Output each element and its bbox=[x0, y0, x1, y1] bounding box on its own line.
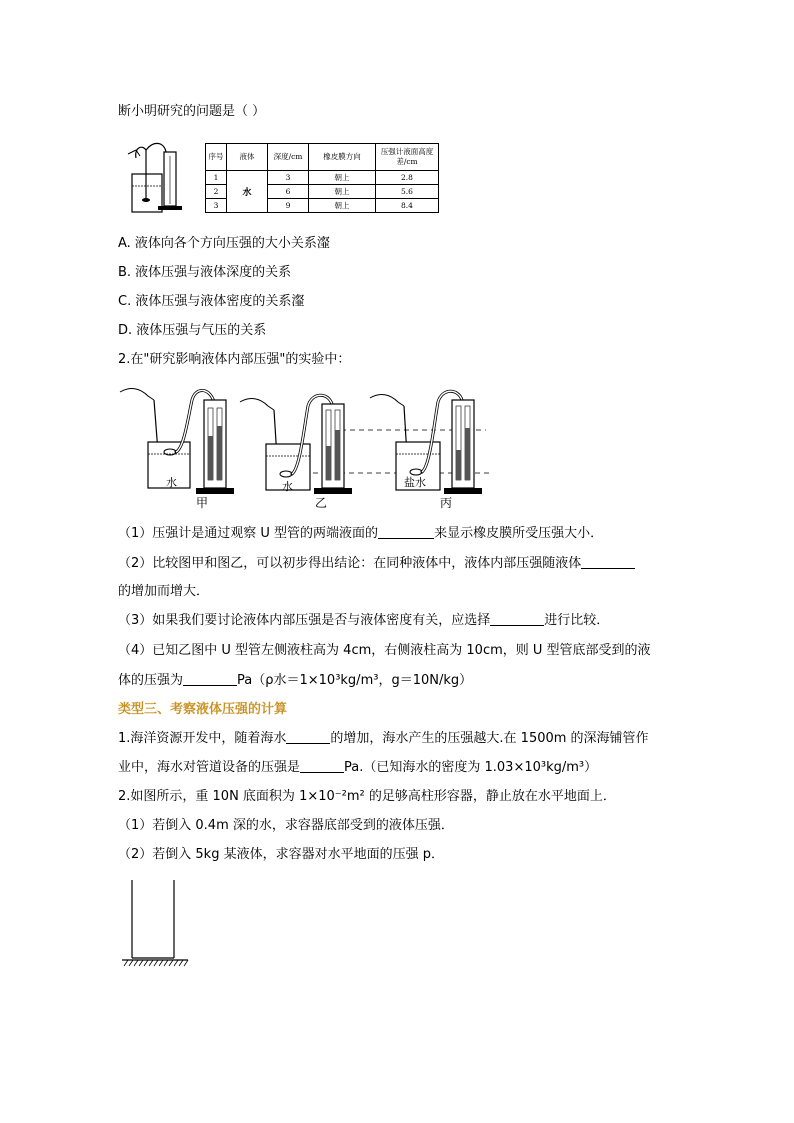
q2-part1-text-a: （1）压强计是通过观察 U 型管的两端液面的 bbox=[118, 526, 379, 541]
answer-blank[interactable] bbox=[183, 671, 237, 686]
question-intro: 断小明研究的问题是（ ） bbox=[118, 104, 266, 119]
table-header-row bbox=[206, 144, 439, 171]
label-yi: 乙 bbox=[315, 496, 328, 510]
option-d: D. 液体压强与气压的关系 bbox=[118, 323, 267, 338]
table-cell: 朝上 bbox=[309, 185, 376, 199]
q2-part2 bbox=[118, 554, 635, 574]
container-figure bbox=[120, 876, 192, 968]
stand-base bbox=[158, 206, 182, 210]
s3-q1-text-a: 1.海洋资源开发中，随着海水 bbox=[118, 731, 287, 746]
option-a: A. 液体向各个方向压强的大小关系瀣 bbox=[118, 236, 330, 251]
answer-blank[interactable] bbox=[286, 729, 330, 744]
label-water-yi: 水 bbox=[282, 480, 293, 493]
table-cell: 8.4 bbox=[376, 199, 439, 213]
pressure-gauge-figure bbox=[126, 140, 188, 216]
table-cell: 1 bbox=[206, 171, 227, 185]
s3-q1-text-d: Pa.（已知海水的密度为 1.03×10³kg/m³） bbox=[344, 760, 598, 775]
answer-blank[interactable] bbox=[581, 554, 635, 569]
table-cell: 2 bbox=[206, 185, 227, 199]
apparatus-bing bbox=[370, 391, 482, 494]
table-cell: 9 bbox=[268, 199, 309, 213]
q2-part3 bbox=[118, 611, 609, 631]
hand-jia bbox=[120, 389, 154, 400]
u-tube-jia bbox=[204, 400, 226, 488]
apparatus-yi bbox=[240, 395, 352, 494]
table-cell: 2.8 bbox=[376, 171, 439, 185]
s3-q1-text-b: 的增加，海水产生的压强越大.在 1500m 的深海铺管作 bbox=[330, 731, 649, 746]
s3-q1-text-c: 业中，海水对管道设备的压强是 bbox=[118, 760, 301, 775]
label-bing: 丙 bbox=[440, 496, 453, 510]
q2-part3-text-b: 进行比较． bbox=[544, 613, 610, 628]
table-cell: 3 bbox=[268, 171, 309, 185]
header-cell: 序号 bbox=[206, 144, 227, 171]
q2-part3-text-a: （3）如果我们要讨论液体内部压强是否与液体密度有关，应选择 bbox=[118, 613, 491, 628]
q2-part4-text-b: 体的压强为 bbox=[118, 673, 184, 688]
u-tube-bing bbox=[452, 400, 474, 488]
s3-q2-part1: （1）若倒入 0.4m 深的水，求容器底部受到的液体压强． bbox=[118, 818, 454, 833]
table-cell: 3 bbox=[206, 199, 227, 213]
table-cell: 朝上 bbox=[309, 171, 376, 185]
table-row bbox=[206, 171, 439, 185]
table-cell-liquid: 水 bbox=[227, 171, 268, 213]
q2-part2-text-a: （2）比较图甲和图乙，可以初步得出结论：在同种液体中，液体内部压强随液体 bbox=[118, 556, 582, 571]
q2-part4-cont bbox=[118, 671, 472, 691]
connecting-tube bbox=[146, 143, 166, 152]
probe-tube bbox=[136, 147, 146, 198]
s3-q1 bbox=[118, 729, 649, 749]
hand-bing bbox=[370, 395, 404, 406]
answer-blank[interactable] bbox=[300, 758, 344, 773]
header-cell: 深度/cm bbox=[268, 144, 309, 171]
apparatus-jia bbox=[120, 389, 234, 494]
hand bbox=[128, 150, 140, 156]
q2-title: 2.在"研究影响液体内部压强"的实验中： bbox=[118, 352, 351, 367]
label-water-jia: 水 bbox=[166, 476, 177, 489]
beaker bbox=[132, 174, 162, 212]
ground-hatch bbox=[124, 960, 188, 966]
table-cell: 朝上 bbox=[309, 199, 376, 213]
section-heading: 类型三、考察液体压强的计算 bbox=[118, 702, 288, 717]
u-tube-yi bbox=[322, 404, 344, 488]
data-table bbox=[205, 143, 439, 213]
s3-q2-title: 2.如图所示，重 10N 底面积为 1×10⁻²m² 的足够高柱形容器，静止放在水平地面上． bbox=[118, 789, 616, 804]
rubber-membrane bbox=[142, 198, 150, 202]
q2-part1-text-b: 来显示橡皮膜所受压强大小． bbox=[434, 526, 604, 541]
label-saltwater: 盐水 bbox=[404, 476, 426, 489]
table-cell: 6 bbox=[268, 185, 309, 199]
q2-part4: （4）已知乙图中 U 型管左侧液柱高为 4cm，右侧液柱高为 10cm，则 U 型管底部受到的液 bbox=[118, 643, 651, 658]
option-c: C. 液体压强与液体密度的关系瀣 bbox=[118, 294, 305, 309]
q2-part2-cont: 的增加而增大． bbox=[118, 584, 210, 599]
hand-yi bbox=[240, 399, 274, 410]
q2-part1 bbox=[118, 524, 603, 544]
label-jia: 甲 bbox=[196, 496, 209, 510]
option-b: B. 液体压强与液体深度的关系 bbox=[118, 265, 292, 280]
header-cell: 橡皮膜方向 bbox=[309, 144, 376, 171]
header-cell: 液体 bbox=[227, 144, 268, 171]
table-cell: 5.6 bbox=[376, 185, 439, 199]
answer-blank[interactable] bbox=[490, 611, 544, 626]
s3-q2-part2: （2）若倒入 5kg 某液体，求容器对水平地面的压强 p． bbox=[118, 847, 444, 862]
q2-part4-text-c: Pa（ρ水＝1×10³kg/m³，g＝10N/kg） bbox=[237, 673, 473, 688]
answer-blank[interactable] bbox=[378, 524, 434, 539]
s3-q1-cont bbox=[118, 758, 597, 778]
header-cell: 压强计液面高度差/cm bbox=[376, 144, 439, 171]
